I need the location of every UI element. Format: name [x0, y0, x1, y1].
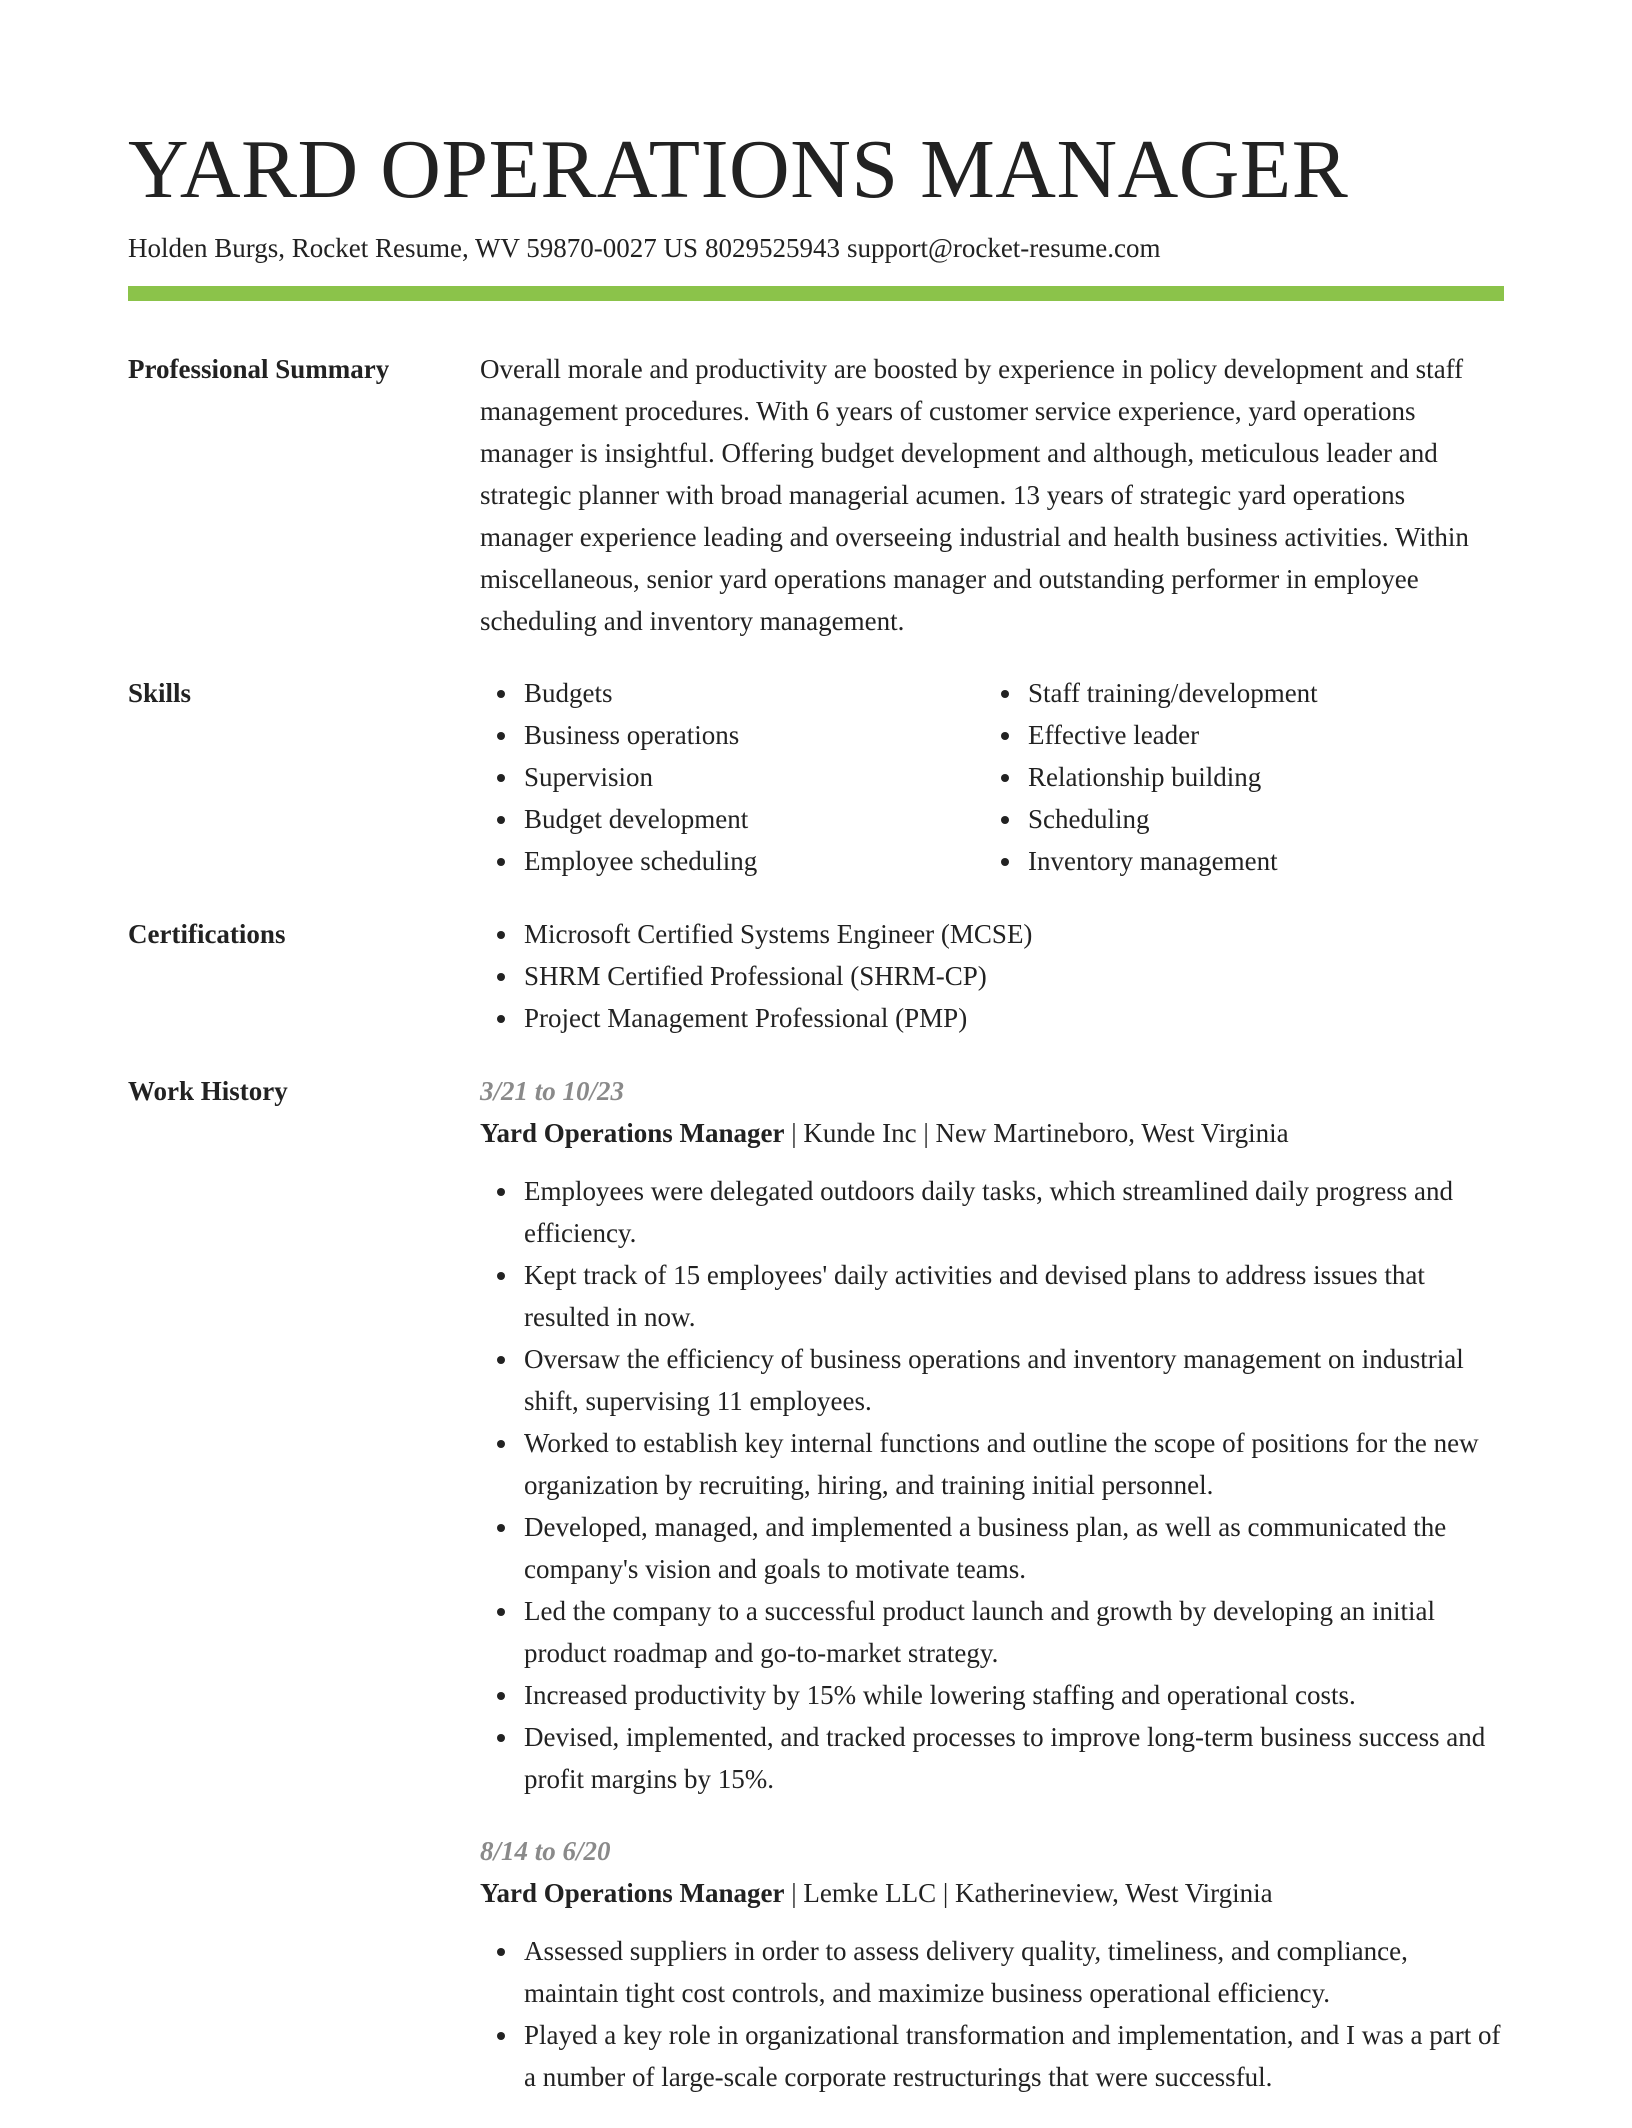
job-details: | Kunde Inc | New Martineboro, West Virginia: [791, 1118, 1289, 1148]
job-title: Yard Operations Manager: [480, 1878, 785, 1908]
skill-item: Employee scheduling: [524, 840, 984, 882]
job-bullets: [480, 1170, 1504, 1800]
job-bullet: Played a key role in organizational transformation and implementation, and I was a part of a number of large-scale corporate restructurings that were successful.: [524, 2014, 1504, 2098]
skills-list-left: [480, 672, 984, 882]
job-bullet: Kept track of 15 employees' daily activities and devised plans to address issues that resulted in now.: [524, 1254, 1504, 1338]
certifications-list: [480, 913, 1504, 1039]
skills-list-right: [984, 672, 1488, 882]
job-bullet: Employees were delegated outdoors daily tasks, which streamlined daily progress and efficiency.: [524, 1170, 1504, 1254]
job-bullet: Assessed suppliers in order to assess delivery quality, timeliness, and compliance, maintain tight cost controls, and maximize business operational efficiency.: [524, 1930, 1504, 2014]
job-bullet: Developed, managed, and implemented a business plan, as well as communicated the company's vision and goals to motivate teams.: [524, 1506, 1504, 1590]
contact-line: [128, 230, 1161, 266]
job-bullet: Devised, implemented, and tracked processes to improve long-term business success and profit margins by 15%.: [524, 1716, 1504, 1800]
job-heading: [480, 1872, 1504, 1914]
skills-heading: Skills: [128, 678, 192, 708]
skill-item: Effective leader: [1028, 714, 1488, 756]
job-title: Yard Operations Manager: [480, 1118, 785, 1148]
summary-heading: Professional Summary: [128, 354, 390, 384]
certifications-heading: Certifications: [128, 919, 286, 949]
job-dates: 3/21 to 10/23: [480, 1076, 625, 1106]
job-dates: 8/14 to 6/20: [480, 1836, 611, 1866]
skill-item: Budgets: [524, 672, 984, 714]
skill-item: Budget development: [524, 798, 984, 840]
job-bullet: Increased productivity by 15% while lowering staffing and operational costs.: [524, 1674, 1504, 1716]
skill-item: Supervision: [524, 756, 984, 798]
job-details: | Lemke LLC | Katherineview, West Virginia: [791, 1878, 1273, 1908]
job-bullet: Oversaw the efficiency of business operations and inventory management on industrial shift, supervising 11 employees.: [524, 1338, 1504, 1422]
skill-item: Inventory management: [1028, 840, 1488, 882]
certification-item: SHRM Certified Professional (SHRM-CP): [524, 955, 1504, 997]
contact-phone: 8029525943: [704, 233, 840, 263]
job-entry: [480, 1070, 1504, 1800]
resume-title: YARD OPERATIONS MANAGER: [128, 123, 1349, 216]
skill-item: Business operations: [524, 714, 984, 756]
skill-item: Staff training/development: [1028, 672, 1488, 714]
contact-address: Holden Burgs, Rocket Resume, WV 59870-0027 US: [128, 233, 698, 263]
accent-divider: [128, 286, 1504, 301]
certification-item: Project Management Professional (PMP): [524, 997, 1504, 1039]
work-history-heading: Work History: [128, 1076, 288, 1106]
job-heading: [480, 1112, 1504, 1154]
certification-item: Microsoft Certified Systems Engineer (MCSE): [524, 913, 1504, 955]
skill-item: Relationship building: [1028, 756, 1488, 798]
contact-email: support@rocket-resume.com: [846, 233, 1161, 263]
job-bullet: Led the company to a successful product launch and growth by developing an initial product roadmap and go-to-market strategy.: [524, 1590, 1504, 1674]
summary-text: Overall morale and productivity are boosted by experience in policy development and staff management procedures. With 6 years of customer service experience, yard operations manager is insightful. Offering budget development and although, meticulous leader and strategic planner with broad managerial acumen. 13 years of strategic yard operations manager experience leading and overseeing industrial and health business activities. Within miscellaneous, senior yard operations manager and outstanding performer in employee scheduling and inventory management.: [480, 354, 1469, 636]
skill-item: Scheduling: [1028, 798, 1488, 840]
job-bullets: [480, 1930, 1504, 2098]
job-entry: [480, 1830, 1504, 2098]
job-bullet: Worked to establish key internal functions and outline the scope of positions for the new organization by recruiting, hiring, and training initial personnel.: [524, 1422, 1504, 1506]
